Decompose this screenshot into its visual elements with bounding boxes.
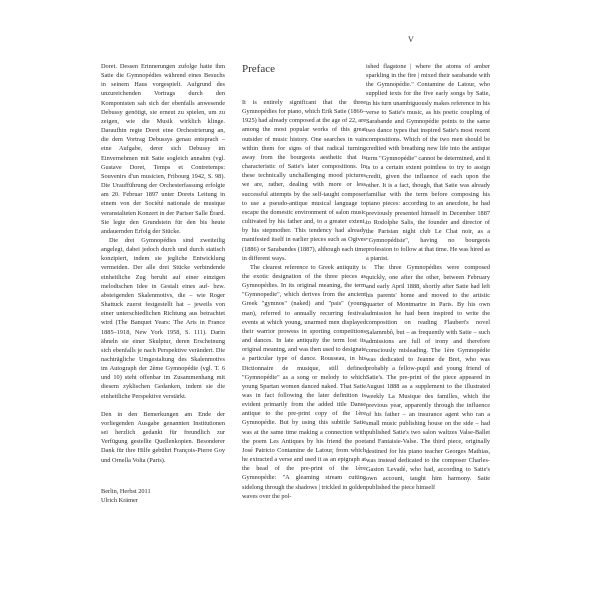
right-column [366,62,490,492]
paragraph: The three Gymnopédies were composed quickly, one after the other, between February and early April 1888, shortly after Satie had left his parents' home and moved to the artistic quarter of Montmartre in Paris. By his own admission he had been inspired to write the composition on reading Flaubert's novel Salammbô, but – as frequently with Satie – such admissions are full of irony and therefore consciously misleading. The 1ère Gymnopédie was dedicated to Jeanne de Bret, who was probably a fellow-pupil and young friend of Satie's. The pre-print of the piece appeared in August 1888 as a supplement to the illustrated weekly La Musique des familles, which the previous year, apparently through the influence of his father – an insurance agent who ran a small music publishing house on the side – had published Satie's two salon waltzes Valse-Ballet and Fantaisie-Valse. The third piece, originally destined for his piano teacher Georges Mathias, was instead dedicated to the composer Charles-Gaston Levadé, who had, according to Satie's own account, taught him harmony. Satie published the piece himself [366,264,490,492]
paragraph: ished flagstone | where the atoms of amber sparkling in the fire | mixed their sarabande with the Gymnopédie." Contamine de Latour, who supplied texts for the five early songs by Satie, in his turn unambiguously makes reference in his verse to Satie's music, as his poetic coupling of Sarabande and Gymnopédie points to the same two dance types that inspired Satie's most recent compositions. Which of the two men should be credited with breathing new life into the antique term "Gymnopédie" cannot be determined, and it is to a certain extent pointless to try to assign credit, given the influence of each upon the other. It is a fact, though, that Satie was already familiar with the term before composing his piano pieces: according to an anecdote, he had previously presented himself in December 1887 to Rodolphe Salis, the founder and director of the Parisian night club Le Chat noir, as a "Gymnopédiste", having no bourgeois profession to follow at that time. He was hired as a pianist. [366,63,490,263]
page-title: Preface [242,63,275,75]
paragraph: It is entirely significant that the three Gymnopédies for piano, which Erik Satie (1866–1925) had already composed at the age of 22, are among the most popular works of this great outsider of music history. One searches in vain within them for signs of that radical turning away from the bourgeois aesthetic that is characteristic of Satie's later compositions. In these technically unchallenging mood pictures we are, rather, dealing with more or less successful attempts by the self-taught composer to use a pseudo-antique musical language to escape the domestic environment of salon music cultivated by his father and, to a greater extent, by his stepmother. This tendency had already manifested itself in earlier pieces such as Ogives (1886) or Sarabandes (1887), although each time in different ways. [242,99,366,262]
acknowledgements-paragraph: Den in den Bemerkungen am Ende der vorliegenden Ausgabe genannten Institutionen sei herzlich gedankt für freundlich zur Verfügung gestellte Quellenkopien. Besonderer Dank für ihre Hilfe gebührt François-Pierre Goy und Ornella Volta (Paris). [101,410,225,464]
signature [101,487,225,505]
left-column [101,62,225,505]
signature-author: Ulrich Krämer [101,496,138,504]
paragraph: Die drei Gymnopédies sind zweiteilig angelegt, dabei jedoch durch und durch statisch konzipiert, indem sie jegliche Entwicklung vermeiden. Der alle drei Stücke verbindende einheitliche Zug beruht auf einer einzigen melodischen Idee in Gestalt eines auf- bzw. absteigenden Skalenmotivs, die – wie Roger Shattuck zuerst festgestellt hat – jeweils von einer unterschiedlichen Richtung aus betrachtet wird (The Banquet Years: The Arts in France 1885–1918, New York 1958, S. 111). Darin ähneln sie einer Skulptur, deren Erscheinung sich ebenfalls je nach Perspektive verändert. Die nachträgliche Umgestaltung des Skalenmotivs im Autograph der 2ème Gymnopédie (vgl. T. 6 und 10) steht offenbar im Zusammenhang mit diesem zyklischen Gedanken, indem sie die einheitliche Perspektive verstärkt. [101,236,225,400]
page-number: V [408,35,414,44]
paragraph: The clearest reference to Greek antiquity is the exotic designation of the three pieces as Gymnopédies. In its original meaning, the term "Gymnopedie", which derives from the ancient Greek "gymnos" (naked) and "pais" (young man), referred to annually recurring festival events at which young, unarmed men displayed their warrior prowess in sporting competitions and dances. In late antiquity the term lost its original meaning, and was then used to designate a particular type of dance. Rousseau, in his Dictionnaire de musique, still defined "Gymnopédie" as a song or melody to which young Spartan women danced naked. That Satie was in fact following the later definition is evident primarily from the added title Danse antique to the pre-print copy of the 1ère Gymnopédie. But by using this subtitle Satie was at the same time making a connection with the poem Les Antiques by his friend the poet José Patricio Contamine de Latour, from which he extracted a verse and used it as an epigraph at the head of the pre-print of the 1ère Gymnopédie: "A gleaming stream cutting sidelong through the shadows | trickled in golden waves over the pol- [242,263,366,500]
middle-column [242,62,366,501]
signature-place-date: Berlin, Herbst 2011 [101,487,151,495]
paragraph: Doret. Dessen Erinnerungen zufolge hatte ihm Satie die Gymnopédies während eines Besuchs in seinem Haus vorgespielt. Aufgrund des unzureichenden Vortrags durch den Komponisten sah sich der ebenfalls anwesende Debussy genötigt, sie erneut zu spielen, um zu zeigen, wie die Musik wirklich klinge. Daraufhin regte Doret eine Orchestrierung an, die dem Vortrag Debussys genau entsprach – eine Aufgabe, derer sich Debussy im Einvernehmen mit Satie sogleich annahm (vgl. Gustave Doret, Temps et Contretemps: Souvenirs d'un musicien, Fribourg 1942, S. 98). Die Uraufführung der Orchesterfassung erfolgte am 20. Februar 1897 unter Dorets Leitung in einem von der Société nationale de musique veranstalteten Konzert in der Pariser Salle Érard. Sie legte den Grundstein für den bis heute andauernden Erfolg der Stücke. [101,63,225,235]
